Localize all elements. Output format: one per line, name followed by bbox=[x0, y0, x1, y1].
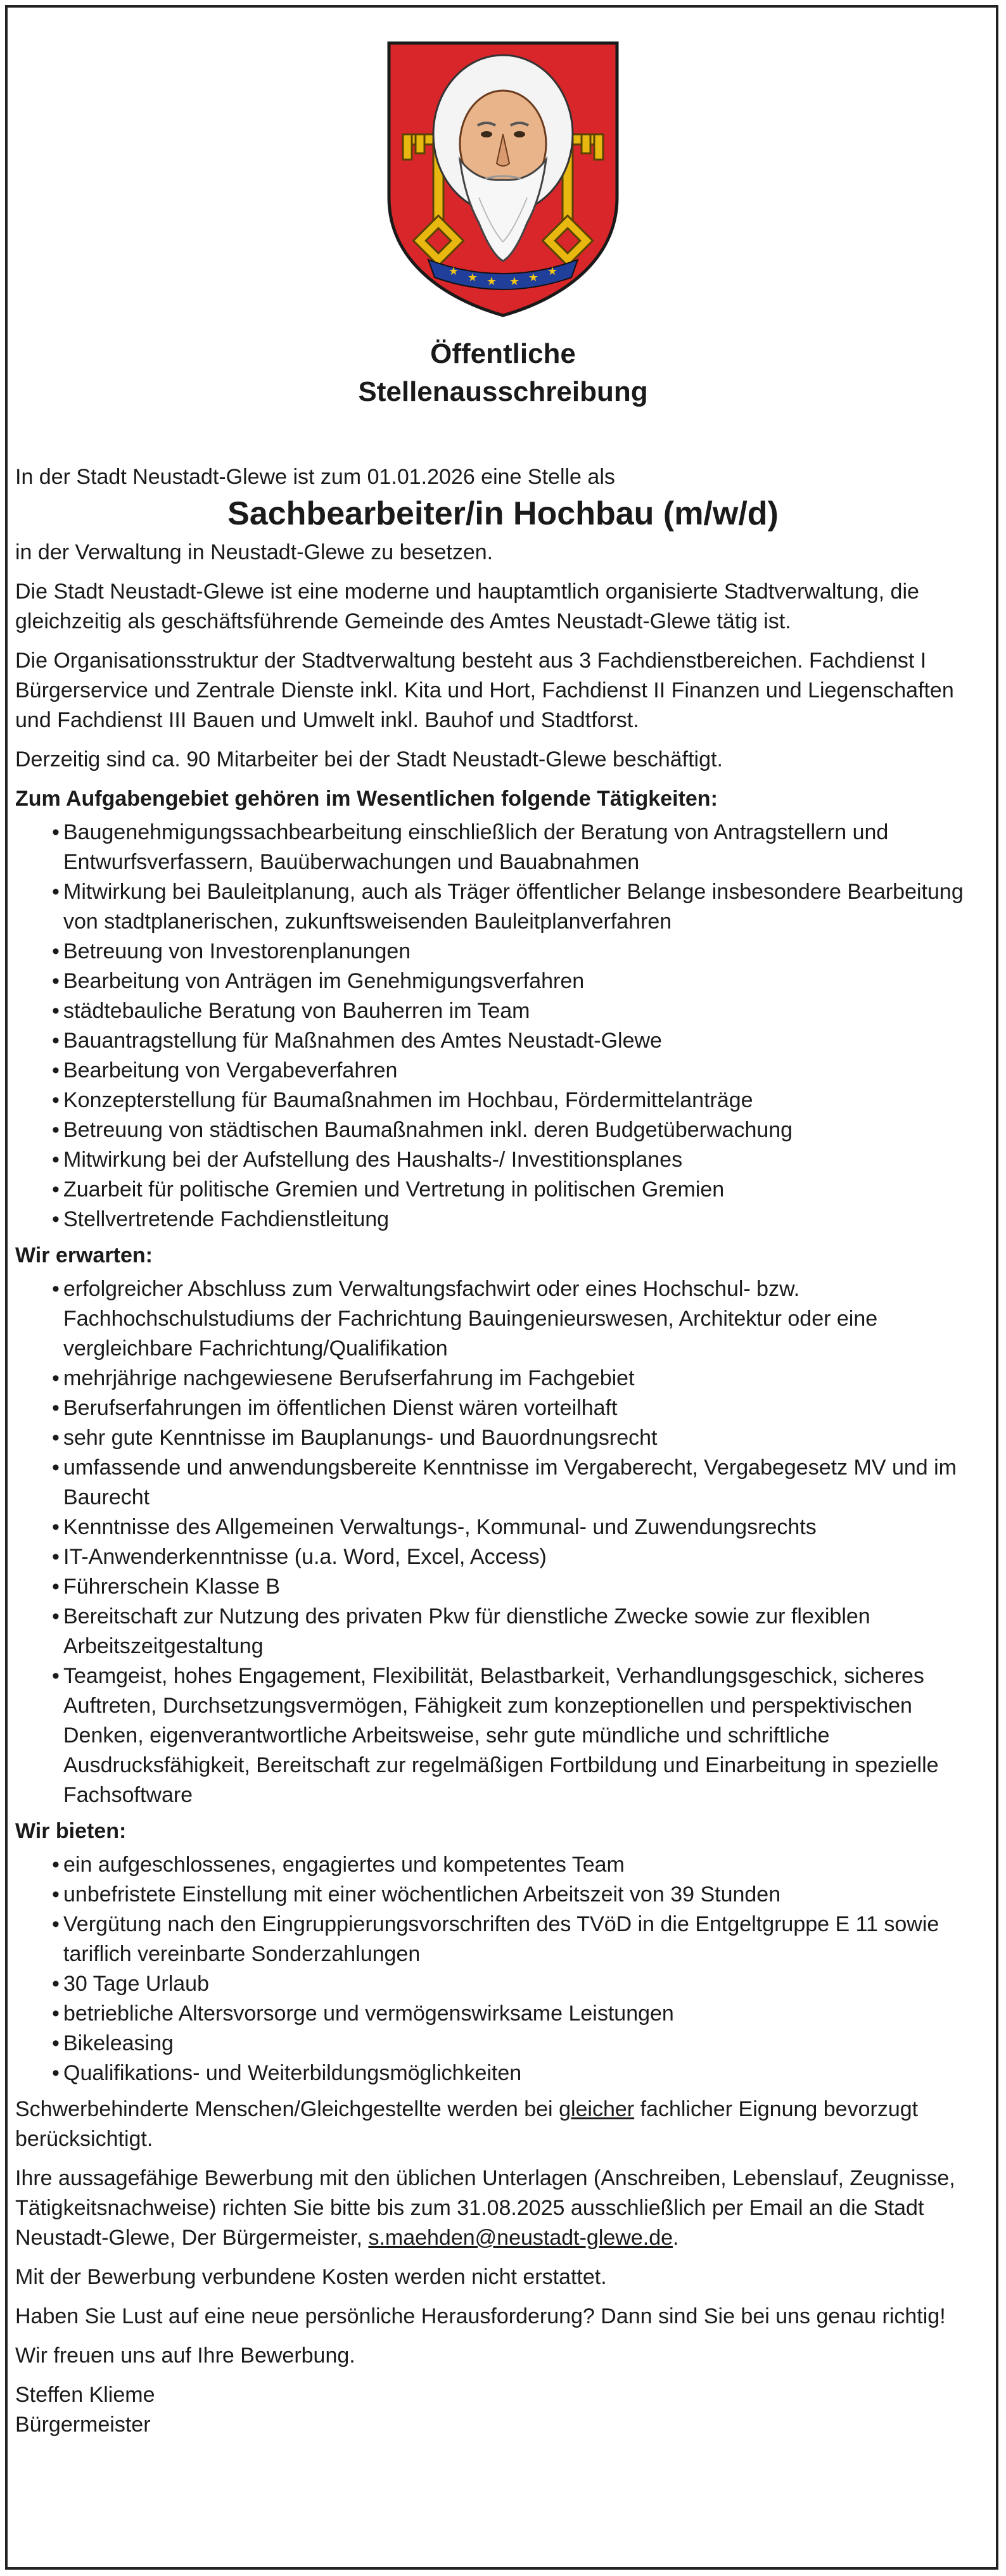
paragraph: in der Verwaltung in Neustadt-Glewe zu besetzen. bbox=[15, 540, 493, 564]
list-item: • Zuarbeit für politische Gremien und Vertretung in politischen Gremien bbox=[15, 1175, 991, 1205]
list-item: • Mitwirkung bei der Aufstellung des Haushalts-/ Investitionsplanes bbox=[15, 1145, 991, 1175]
disability-notice bbox=[15, 2095, 991, 2154]
disability-text-start: Schwerbehinderte Menschen/Gleichgestellte werden bei bbox=[15, 2097, 559, 2121]
list-item: • umfassende und anwendungsbereite Kenntnisse im Vergaberecht, Vergabegesetz MV und im Baurecht bbox=[15, 1453, 991, 1513]
list-item: • Bauantragstellung für Maßnahmen des Amtes Neustadt-Glewe bbox=[15, 1026, 991, 1056]
paragraph: Die Organisationsstruktur der Stadtverwaltung besteht aus 3 Fachdienstbereichen. Fachdienst I Bürgerservice und Zentrale Dienste inkl. Kita und Hort, Fachdienst II Finanzen und Liegenschaften und Fachdienst III Bauen und Umwelt inkl. Bauhof und Stadtforst. bbox=[15, 649, 954, 732]
list-item: • Berufserfahrungen im öffentlichen Dienst wären vorteilhaft bbox=[15, 1393, 991, 1423]
paragraph: Die Stadt Neustadt-Glewe ist eine moderne und hauptamtlich organisierte Stadtverwaltung, die gleichzeitig als geschäftsführende Gemeinde des Amtes Neustadt-Glewe tätig ist. bbox=[15, 580, 919, 633]
list-item: • Führerschein Klasse B bbox=[15, 1572, 991, 1602]
list-item: • Betreuung von städtischen Baumaßnahmen inkl. deren Budgetüberwachung bbox=[15, 1115, 991, 1145]
list-item: • Qualifikations- und Weiterbildungsmöglichkeiten bbox=[15, 2059, 991, 2088]
list-item: • Bearbeitung von Anträgen im Genehmigungsverfahren bbox=[15, 967, 991, 996]
list-item: • unbefristete Einstellung mit einer wöchentlichen Arbeitszeit von 39 Stunden bbox=[15, 1880, 991, 1910]
closing-text: Mit der Bewerbung verbundene Kosten werden nicht erstattet. bbox=[15, 2265, 607, 2289]
svg-text:★: ★ bbox=[509, 275, 520, 288]
list-item: • IT-Anwenderkenntnisse (u.a. Word, Excel, Access) bbox=[15, 1542, 991, 1572]
signature-role: Bürgermeister bbox=[15, 2413, 151, 2437]
list-item: • Mitwirkung bei Bauleitplanung, auch als Träger öffentlicher Belange insbesondere Bearbeitung von stadtplanerischen, zukunftsweisenden Bauleitplanverfahren bbox=[15, 877, 991, 937]
email-link[interactable]: s.maehden@neustadt-glewe.de bbox=[368, 2226, 673, 2250]
job-title: Sachbearbeiter/in Hochbau (m/w/d) bbox=[227, 495, 779, 532]
offer-list bbox=[15, 1850, 991, 2088]
paragraph: Derzeitig sind ca. 90 Mitarbeiter bei der Stadt Neustadt-Glewe beschäftigt. bbox=[15, 747, 723, 771]
application-end: . bbox=[673, 2226, 679, 2250]
list-item: • Bearbeitung von Vergabeverfahren bbox=[15, 1056, 991, 1086]
svg-text:★: ★ bbox=[547, 265, 558, 278]
offer-heading: Wir bieten: bbox=[15, 1819, 127, 1843]
signature-block bbox=[15, 2380, 991, 2440]
page-title-line1: Öffentliche bbox=[430, 338, 576, 369]
tasks-list bbox=[15, 818, 991, 1234]
disability-text-end: fachlicher Eignung bevorzugt berücksichtigt. bbox=[15, 2097, 919, 2151]
coat-of-arms-icon bbox=[384, 39, 622, 319]
list-item: • Kenntnisse des Allgemeinen Verwaltungs-, Kommunal- und Zuwendungsrechts bbox=[15, 1513, 991, 1542]
svg-text:★: ★ bbox=[467, 271, 478, 284]
application-instructions bbox=[15, 2164, 991, 2253]
list-item: • städtebauliche Beratung von Bauherren im Team bbox=[15, 996, 991, 1026]
list-item: • erfolgreicher Abschluss zum Verwaltungsfachwirt oder eines Hochschul- bzw. Fachhochschulstudiums der Fachrichtung Bauingenieurswesen, Architektur oder eine vergleichbare Fachrichtung/Qualifikation bbox=[15, 1274, 991, 1364]
page-title-line2: Stellenausschreibung bbox=[358, 376, 648, 407]
intro-text: In der Stadt Neustadt-Glewe ist zum 01.01.2026 eine Stelle als bbox=[15, 465, 615, 489]
disability-underlined-word: gleicher bbox=[559, 2097, 635, 2121]
list-item: • Konzepterstellung für Baumaßnahmen im Hochbau, Fördermittelanträge bbox=[15, 1086, 991, 1115]
tasks-heading: Zum Aufgabengebiet gehören im Wesentlichen folgende Tätigkeiten: bbox=[15, 787, 718, 811]
expectations-heading: Wir erwarten: bbox=[15, 1243, 153, 1267]
application-text: Ihre aussagefähige Bewerbung mit den üblichen Unterlagen (Anschreiben, Lebenslauf, Zeugnisse, Tätigkeitsnachweise) richten Sie bitte bis zum 31.08.2025 ausschließlich per Email an die Stadt Neustadt-Glewe, Der Bürgermeister, bbox=[15, 2166, 955, 2250]
svg-text:★: ★ bbox=[528, 271, 539, 284]
list-item: • ein aufgeschlossenes, engagiertes und kompetentes Team bbox=[15, 1850, 991, 1880]
list-item: • Betreuung von Investorenplanungen bbox=[15, 937, 991, 967]
expectations-list bbox=[15, 1274, 991, 1810]
closing-text: Wir freuen uns auf Ihre Bewerbung. bbox=[15, 2344, 355, 2368]
list-item: • Bikeleasing bbox=[15, 2029, 991, 2059]
list-item: • mehrjährige nachgewiesene Berufserfahrung im Fachgebiet bbox=[15, 1364, 991, 1393]
svg-text:★: ★ bbox=[448, 265, 459, 278]
list-item: • betriebliche Altersvorsorge und vermögenswirksame Leistungen bbox=[15, 1999, 991, 2029]
main-content bbox=[15, 462, 991, 2440]
svg-text:★: ★ bbox=[486, 275, 497, 288]
list-item: • Bereitschaft zur Nutzung des privaten Pkw für dienstliche Zwecke sowie zur flexiblen Arbeitszeitgestaltung bbox=[15, 1602, 991, 1661]
list-item: • 30 Tage Urlaub bbox=[15, 1969, 991, 1999]
closing-text: Haben Sie Lust auf eine neue persönliche Herausforderung? Dann sind Sie bei uns genau richtig! bbox=[15, 2304, 946, 2328]
list-item: • sehr gute Kenntnisse im Bauplanungs- und Bauordnungsrecht bbox=[15, 1423, 991, 1453]
list-item: • Baugenehmigungssachbearbeitung einschließlich der Beratung von Antragstellern und Entwurfsverfassern, Bauüberwachungen und Bauabnahmen bbox=[15, 818, 991, 877]
list-item: • Stellvertretende Fachdienstleitung bbox=[15, 1205, 991, 1234]
list-item: • Teamgeist, hohes Engagement, Flexibilität, Belastbarkeit, Verhandlungsgeschick, sicheres Auftreten, Durchsetzungsvermögen, Fähigkeit zum konzeptionellen und perspektivischen Denken, eigenverantwortliche Arbeitsweise, sehr gute mündliche und schriftliche Ausdrucksfähigkeit, Bereitschaft zur regelmäßigen Fortbildung und Einarbeitung in spezielle Fachsoftware bbox=[15, 1661, 991, 1810]
list-item: • Vergütung nach den Eingruppierungsvorschriften des TVöD in die Entgeltgruppe E 11 sowie tariflich vereinbarte Sonderzahlungen bbox=[15, 1910, 991, 1969]
signature-name: Steffen Klieme bbox=[15, 2383, 155, 2407]
